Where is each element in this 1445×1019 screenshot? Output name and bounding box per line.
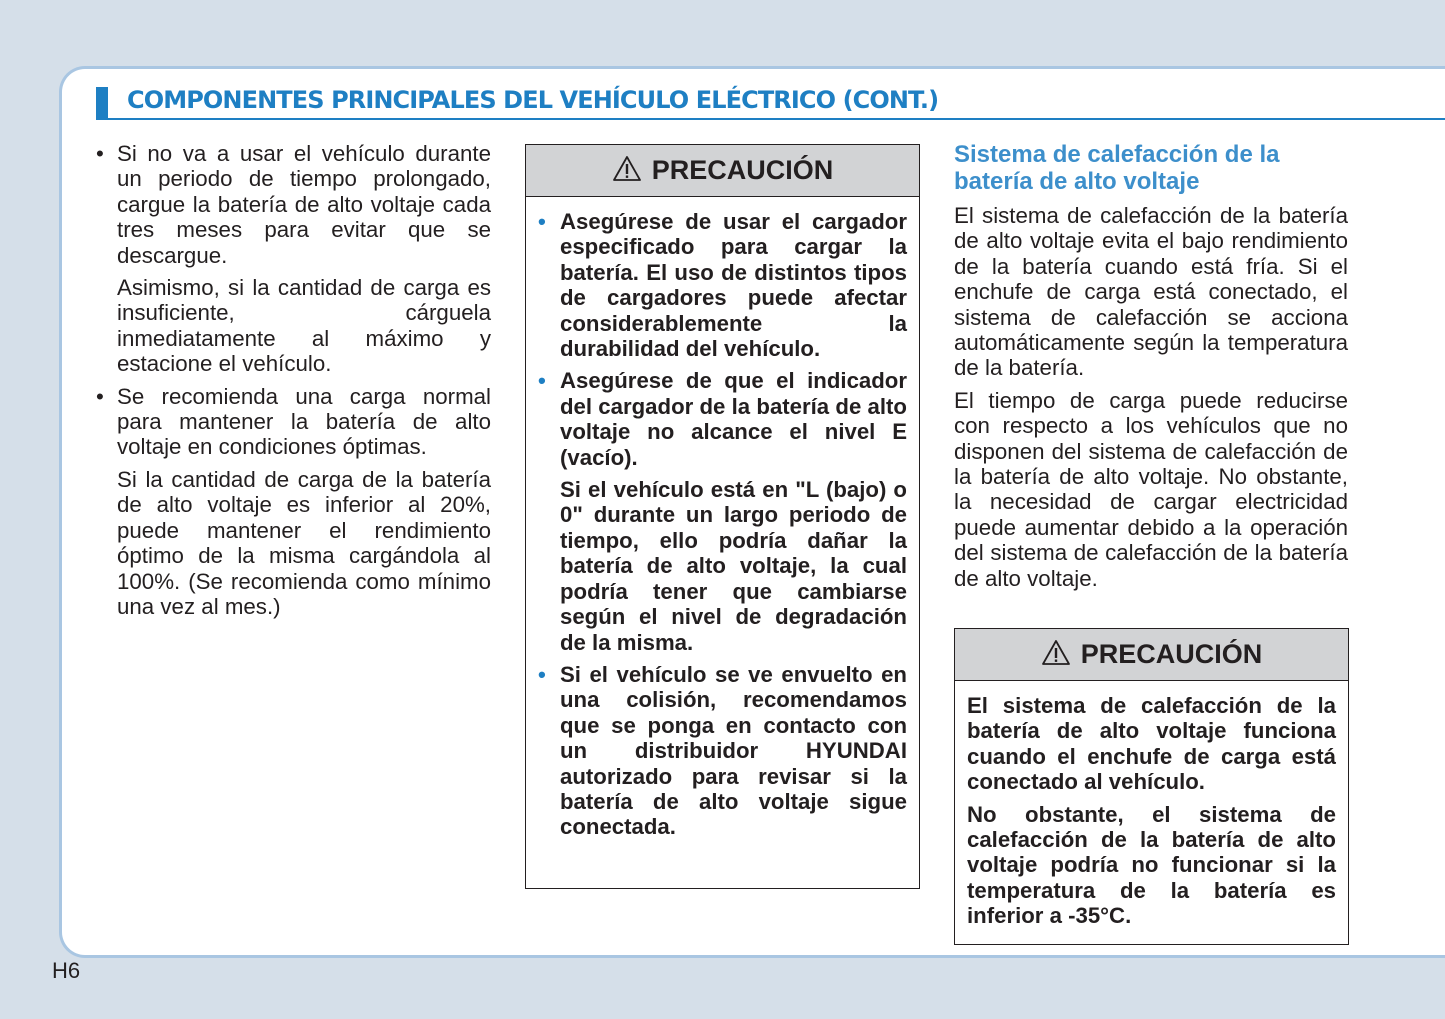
header-accent-bar <box>96 87 108 118</box>
caution-title: PRECAUCIÓN <box>651 155 834 185</box>
list-item <box>96 141 491 377</box>
caution-title: PRECAUCIÓN <box>1080 639 1263 669</box>
section-header <box>96 85 1445 120</box>
right-column <box>954 141 1348 598</box>
caution-box-right <box>954 628 1349 945</box>
paragraph: El sistema de calefacción de la batería de alto voltaje funciona cuando el enchufe de carga está conectado al vehículo. <box>967 693 1336 795</box>
paragraph: No obstante, el sistema de calefacción de la batería de alto voltaje podría no funcionar si la temperatura de la batería es inferior a -35°C. <box>967 801 1336 929</box>
left-column <box>96 141 491 626</box>
paragraph: Se recomienda una carga normal para mantener la batería de alto voltaje en condiciones óptimas. <box>117 383 491 460</box>
page-number: H6 <box>52 958 81 983</box>
warning-triangle-icon <box>1041 639 1071 666</box>
paragraph: Si no va a usar el vehículo durante un periodo de tiempo prolongado, cargue la batería de alto voltaje cada tres meses para evitar que se descargue. <box>117 141 491 268</box>
page-title: COMPONENTES PRINCIPALES DEL VEHÍCULO ELÉCTRICO (CONT.) <box>127 86 939 114</box>
paragraph: El sistema de calefacción de la batería de alto voltaje evita el bajo rendimiento de la batería cuando está fría. Si el enchufe de carga está conectado, el sistema de calefacción se acciona automáticamente según la temperatura de la batería. <box>954 203 1348 381</box>
bullet-icon: • <box>538 368 546 394</box>
paragraph: El tiempo de carga puede reducirse con respecto a los vehículos que no disponen del sistema de calefacción de la batería de alto voltaje. No obstante, la necesidad de cargar electricidad puede aumentar debido a la operación del sistema de calefacción de la batería de alto voltaje. <box>954 387 1348 591</box>
list-item <box>538 209 907 361</box>
paragraph: Asegúrese de usar el cargador especificado para cargar la batería. El uso de distintos tipos de cargadores puede afectar considerablemente la durabilidad del vehículo. <box>560 209 907 362</box>
list-item <box>538 368 907 654</box>
paragraph: Asegúrese de que el indicador del cargador de la batería de alto voltaje no alcance el nivel E (vacío). <box>560 368 907 470</box>
paragraph: Si el vehículo se ve envuelto en una colisión, recomendamos que se ponga en contacto con un distribuidor HYUNDAI autorizado para revisar si la batería de alto voltaje sigue conectada. <box>560 661 907 840</box>
caution-body <box>955 681 1348 929</box>
caution-body <box>526 197 919 840</box>
bullet-icon: • <box>538 661 546 687</box>
warning-triangle-icon <box>612 155 642 182</box>
bullet-icon: • <box>96 383 104 409</box>
bullet-icon: • <box>538 209 546 234</box>
caution-header <box>955 629 1348 681</box>
paragraph: Si el vehículo está en "L (bajo) o 0" durante un largo periodo de tiempo, ello podría dañar la batería de alto voltaje, la cual podría tener que cambiarse según el nivel de degradación de la misma. <box>560 477 907 655</box>
paragraph: Asimismo, si la cantidad de carga es insuficiente, cárguela inmediatamente al máximo y estacione el vehículo. <box>117 275 491 377</box>
caution-box-middle <box>525 144 920 889</box>
list-item <box>96 384 491 620</box>
paragraph: Si la cantidad de carga de la batería de alto voltaje es inferior al 20%, puede mantener el rendimiento óptimo de la misma cargándola al 100%. (Se recomienda como mínimo una vez al mes.) <box>117 466 491 619</box>
list-item <box>538 662 907 840</box>
bullet-icon: • <box>96 141 104 166</box>
caution-header <box>526 145 919 197</box>
section-heading: Sistema de calefacción de la batería de alto voltaje <box>954 141 1280 195</box>
